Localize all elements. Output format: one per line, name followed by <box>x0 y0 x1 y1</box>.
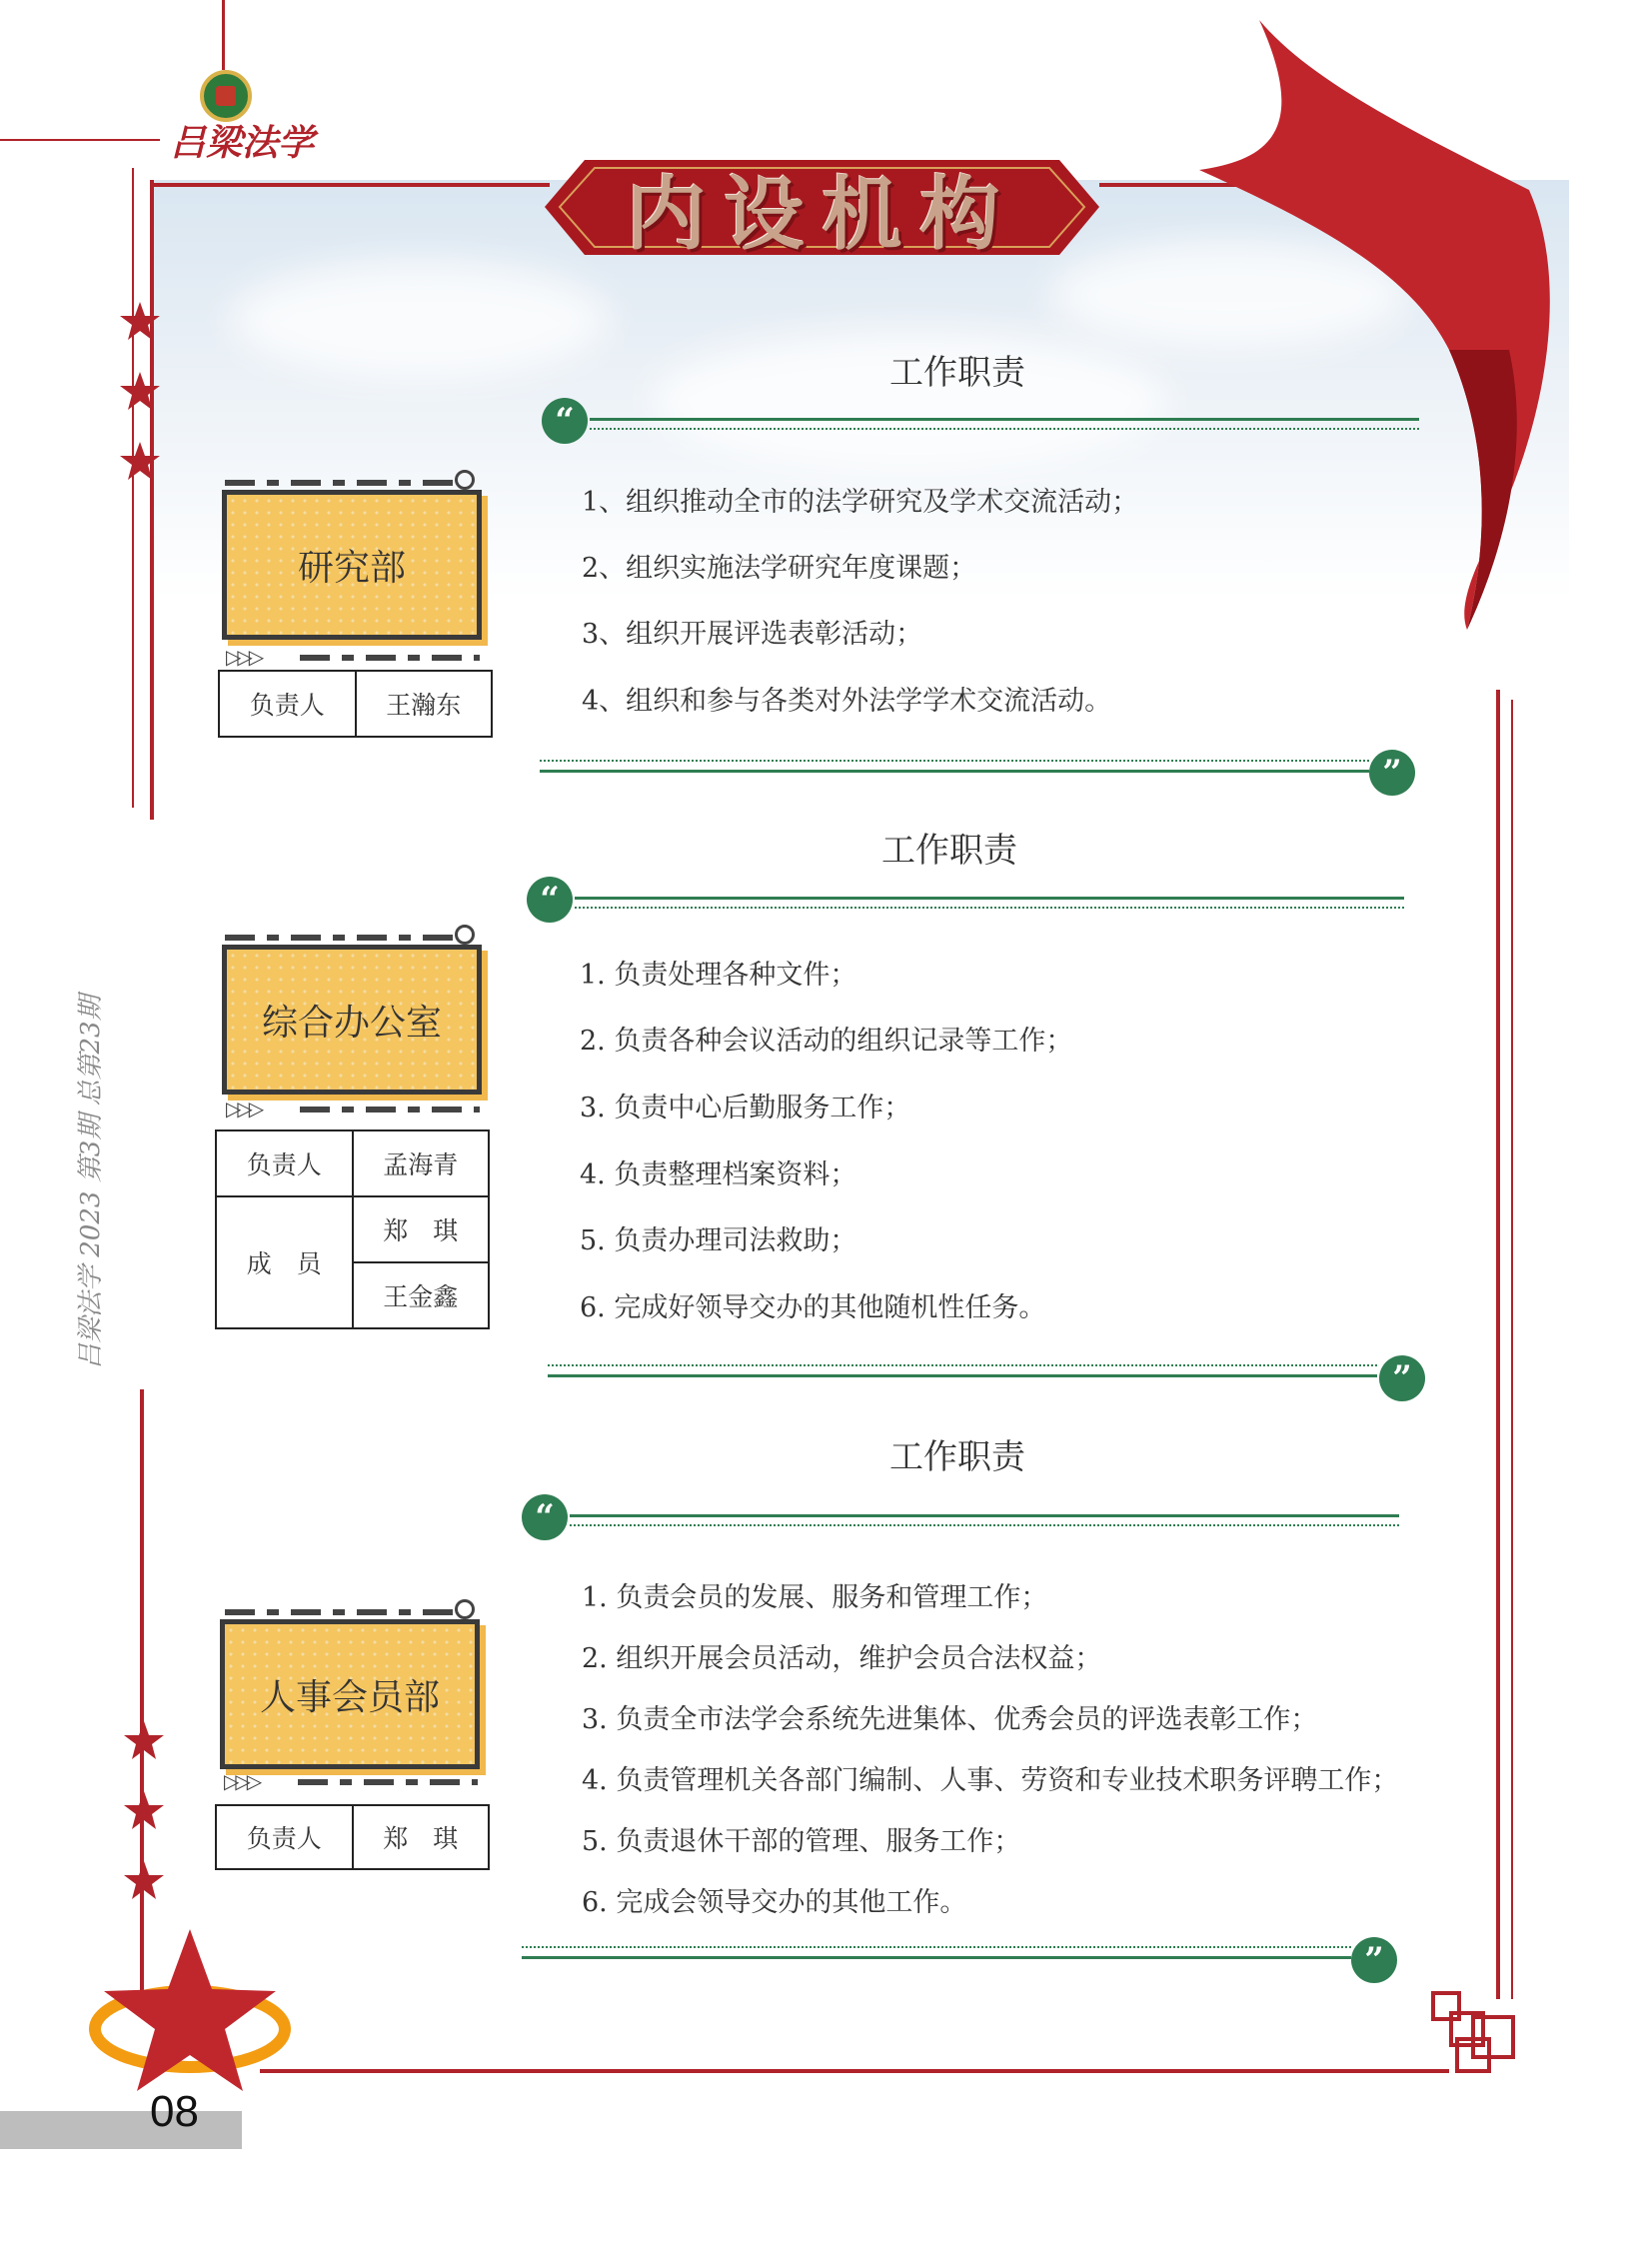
divider-line <box>522 1956 1351 1959</box>
sidebar-issue-label: 吕梁法学 2023 第3期 总第23期 <box>76 995 106 1369</box>
member-name: 王金鑫 <box>353 1262 490 1328</box>
section-2-heading: 工作职责 <box>881 831 1017 871</box>
box-deco-arrows: ▷▷▷ <box>226 1097 261 1121</box>
right-quote-icon: ” <box>1379 1355 1425 1401</box>
duty-item: 3. 负责全市法学会系统先进集体、优秀会员的评选表彰工作； <box>582 1704 1318 1735</box>
divider-line <box>548 1374 1377 1377</box>
frame-right-inner <box>1511 700 1513 1999</box>
member-name: 郑 琪 <box>353 1196 490 1262</box>
page-number-bar <box>0 2111 242 2149</box>
duty-item: 6. 完成好领导交办的其他随机性任务。 <box>580 1292 1046 1323</box>
divider-line <box>540 770 1369 773</box>
frame-top-left <box>150 183 550 187</box>
logo-underline <box>0 139 160 141</box>
box-deco-circle <box>455 470 475 490</box>
divider-dots <box>575 907 1404 909</box>
star-icon <box>118 300 162 490</box>
duty-item: 4. 负责管理机关各部门编制、人事、劳资和专业技术职务评聘工作； <box>582 1765 1399 1796</box>
duty-item: 5. 负责办理司法救助； <box>580 1225 857 1256</box>
duty-item: 1. 负责会员的发展、服务和管理工作； <box>582 1582 1048 1613</box>
logo-text: 吕梁法学 <box>170 122 315 164</box>
box-deco <box>225 1609 455 1615</box>
duty-item: 2. 组织开展会员活动，维护会员合法权益； <box>582 1643 1102 1674</box>
divider-dots <box>522 1946 1351 1948</box>
squares-deco-icon <box>1429 1989 1519 2089</box>
star-icon <box>122 1719 166 1909</box>
leader-label: 负责人 <box>216 1805 353 1869</box>
section-1-heading: 工作职责 <box>889 353 1025 393</box>
divider-dots <box>590 428 1419 430</box>
divider-dots <box>570 1524 1399 1526</box>
left-quote-icon: “ <box>527 877 573 923</box>
duty-item: 2、组织实施法学研究年度课题； <box>582 553 977 584</box>
divider-line <box>575 897 1404 900</box>
left-quote-icon: “ <box>542 398 588 444</box>
leader-label: 负责人 <box>216 1130 353 1196</box>
frame-right <box>1496 690 1500 1999</box>
big-star-icon <box>80 1919 300 2099</box>
divider-line <box>590 418 1419 421</box>
frame-bottom <box>260 2069 1449 2073</box>
leader-name: 孟海青 <box>353 1130 490 1196</box>
divider-line <box>570 1514 1399 1517</box>
duty-item: 4. 负责整理档案资料； <box>580 1159 857 1190</box>
box-deco <box>300 655 480 661</box>
right-quote-icon: ” <box>1369 750 1415 796</box>
section-3-heading: 工作职责 <box>889 1437 1025 1477</box>
frame-left-top <box>150 180 154 820</box>
duty-item: 2. 负责各种会议活动的组织记录等工作； <box>580 1026 1073 1057</box>
divider-dots <box>548 1364 1377 1366</box>
box-deco <box>225 480 455 486</box>
red-ribbon-icon <box>1189 20 1569 640</box>
member-label: 成 员 <box>216 1196 353 1328</box>
staff-table <box>215 1804 490 1870</box>
department-name: 综合办公室 <box>261 1002 442 1044</box>
sidebar-issue-text <box>70 930 110 1369</box>
department-name: 研究部 <box>297 547 406 589</box>
staff-table <box>218 670 493 738</box>
divider-dots <box>540 760 1369 762</box>
duty-item: 4、组织和参与各类对外法学学术交流活动。 <box>582 686 1112 717</box>
department-box <box>220 1619 480 1769</box>
staff-table <box>215 1129 490 1329</box>
department-name: 人事会员部 <box>259 1676 440 1718</box>
box-deco-circle <box>455 1599 475 1619</box>
logo-line <box>222 0 225 70</box>
box-deco <box>298 1779 478 1785</box>
duty-item: 1. 负责处理各种文件； <box>580 960 857 991</box>
page-number: 08 <box>150 2087 199 2136</box>
frame-left-bottom <box>140 1389 144 2009</box>
department-box <box>222 490 482 640</box>
duty-item: 6. 完成会领导交办的其他工作。 <box>582 1887 967 1918</box>
leader-name: 郑 琪 <box>353 1805 490 1869</box>
left-quote-icon: “ <box>522 1494 568 1540</box>
box-deco <box>225 935 455 941</box>
leader-label: 负责人 <box>219 671 356 737</box>
box-deco <box>300 1107 480 1113</box>
box-deco-circle <box>455 925 475 945</box>
duty-item: 5. 负责退休干部的管理、服务工作； <box>582 1826 1021 1857</box>
leader-name: 王瀚东 <box>356 671 493 737</box>
box-deco-arrows: ▷▷▷ <box>224 1769 259 1793</box>
duty-item: 3. 负责中心后勤服务工作； <box>580 1093 911 1123</box>
box-deco-arrows: ▷▷▷ <box>226 645 261 669</box>
department-box <box>222 945 482 1095</box>
right-quote-icon: ” <box>1351 1937 1397 1983</box>
page-title: 内设机构 <box>626 168 1018 261</box>
duty-item: 1、组织推动全市的法学研究及学术交流活动； <box>582 487 1139 518</box>
duty-item: 3、组织开展评选表彰活动； <box>582 619 923 650</box>
